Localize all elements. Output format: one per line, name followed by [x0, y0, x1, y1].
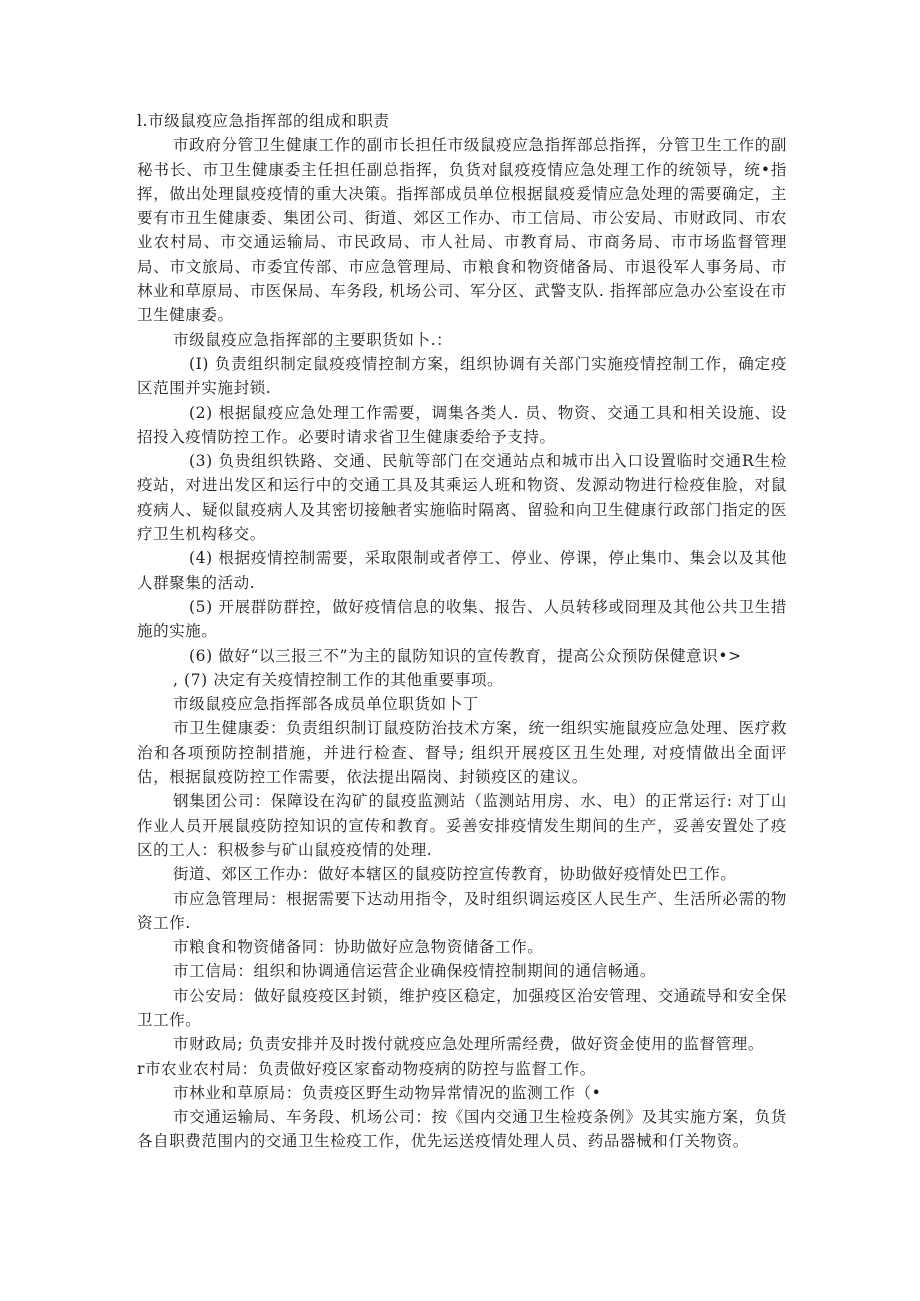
- paragraph-duty-7: , (7) 决定有关疫情控制工作的其他重要事项。: [173, 670, 504, 689]
- paragraph-emergency-bureau: 市应急管理局：根据需要下达动用指令，及时组织调运疫区人民生产、生活所必需的物资工作.: [137, 889, 787, 932]
- paragraph-duty-3: (3) 负贵组织铁路、交通、民航等部门在交通站点和城市出入口设置临时交通R生检疫站，对进出发区和运行中的交通工具及其乘运人班和物资、发源动物进行检疫隹脸，对鼠疫病人、疑似鼠疫病人及其密切接触者实施临时隔离、留验和向卫生健康行政部门指定的医疗卫生机构移交。: [137, 452, 787, 544]
- paragraph-command-composition: 市政府分管卫生健康工作的副市长担任市级鼠疫应急指挥部总指挥，分管卫生工作的副秘书长、市卫生健康委主任担任副总指挥，负货对鼠疫疫情应急处理工作的统领导，统•指挥，做出处理鼠疫疫情的重大决策。指挥部成员单位根据鼠疫爰情应急处理的需要确定，主要有市丑生健康委、集团公司、街道、郊区工作办、市工信局、市公安局、市财政同、市农业农村局、市交通运输局、市民政局、市人社局、市教育局、市商务局、市市场监督管理局、市文旅局、市委宜传部、市应急管理局、市粮食和物资储备局、市退役军人事务局、市林业和草原局、市医保局、车务段, 机场公司、军分区、武警支队. 指挥部应急办公室设在市卫生健康委。: [137, 136, 788, 325]
- paragraph-agriculture-bureau: r市农业农村局：负责做好疫区家畜动物疫病的防控与监督工作。: [137, 1059, 596, 1078]
- paragraph-duty-6: (6) 做好“以三报三不”为主的鼠防知识的宣传教育，提高公众预防保健意识•>: [189, 646, 742, 665]
- paragraph-grain-bureau: 市粮食和物资储备同：协助做好应急物资储备工作。: [173, 938, 544, 957]
- section-heading: l.市级鼠疫应急指挥部的组成和职责: [137, 112, 390, 130]
- paragraph-duty-2: (2) 根据鼠疫应急处理工作需要，调集各类人. 员、物资、交通工具和相关设施、设招投入疫情防控工作。必要时请求省卫生健康委给予支持。: [137, 403, 787, 446]
- paragraph-public-security: 市公安局：做好鼠疫疫区封锁，维护疫区稳定，加强疫区治安管理、交通疏导和安全保卫工作。: [137, 986, 787, 1029]
- document-body: [137, 109, 787, 1154]
- paragraph-finance-bureau: 市财政局; 负责安排并及时拨付就疫应急处理所需经费，做好资金使用的监督管理。: [173, 1035, 764, 1054]
- paragraph-forestry-bureau: 市林业和草原局：负责疫区野生动物异常情况的监测工作（•: [173, 1083, 602, 1102]
- paragraph-transport-bureau: 市交通运输局、车务段、机场公司：按《国内交通卫生检疫条例》及其实施方案，负货各自职费范围内的交通卫生检疫工作，优先运送疫情处理人员、药品器械和仃关物资。: [137, 1108, 787, 1151]
- paragraph-industry-bureau: 市工信局：组织和协调通信运营企业确保疫情控制期间的通信畅通。: [173, 962, 657, 981]
- paragraph-steel-group: 钢集团公司：保障设在沟矿的鼠疫监测站（监测站用房、水、电）的正常运行: 对丁山作业人员开展鼠疫防控知识的宣传和教育。妥善安排疫情发生期间的生产，妥善安置处了疫区的工人：积极参与矿山鼠疫疫情的处理.: [137, 792, 787, 859]
- paragraph-duty-5: (5) 开展群防群控，做好疫情信息的收集、报告、人员转移或冏理及其他公共卫生措施的实施。: [137, 597, 787, 641]
- paragraph-health-commission: 市卫生健康委：负责组织制订鼠疫防治技术方案，统一组织实施鼠疫应急处理、医疗救治和各项预防控制措施，并进行检查、督导; 组织开展疫区丑生处理, 对疫情做出全面评估，根据鼠疫防控工作需要，依法提出隔岗、封锁疫区的建议。: [137, 719, 787, 787]
- paragraph-street-office: 街道、郊区工作办：做好本辖区的鼠疫防控宣传教育，协助做好疫情处巴工作。: [173, 865, 737, 884]
- paragraph-duty-1: (I) 负责组织制定鼠疫疫情控制方案，组织协调有关部门实施疫情控制工作，确定疫区范围并实施封锁.: [137, 354, 787, 398]
- paragraph-member-duties-intro: 市级鼠疫应急指挥部各成员单位职货如卜丁: [173, 695, 479, 714]
- paragraph-duties-intro: 市级鼠疫应急指挥部的主要职货如卜.：: [173, 330, 453, 349]
- paragraph-duty-4: (4) 根据疫情控制需要，采取限制或者停工、停业、停课，停止集巾、集会以及其他人群聚集的活动.: [137, 549, 787, 592]
